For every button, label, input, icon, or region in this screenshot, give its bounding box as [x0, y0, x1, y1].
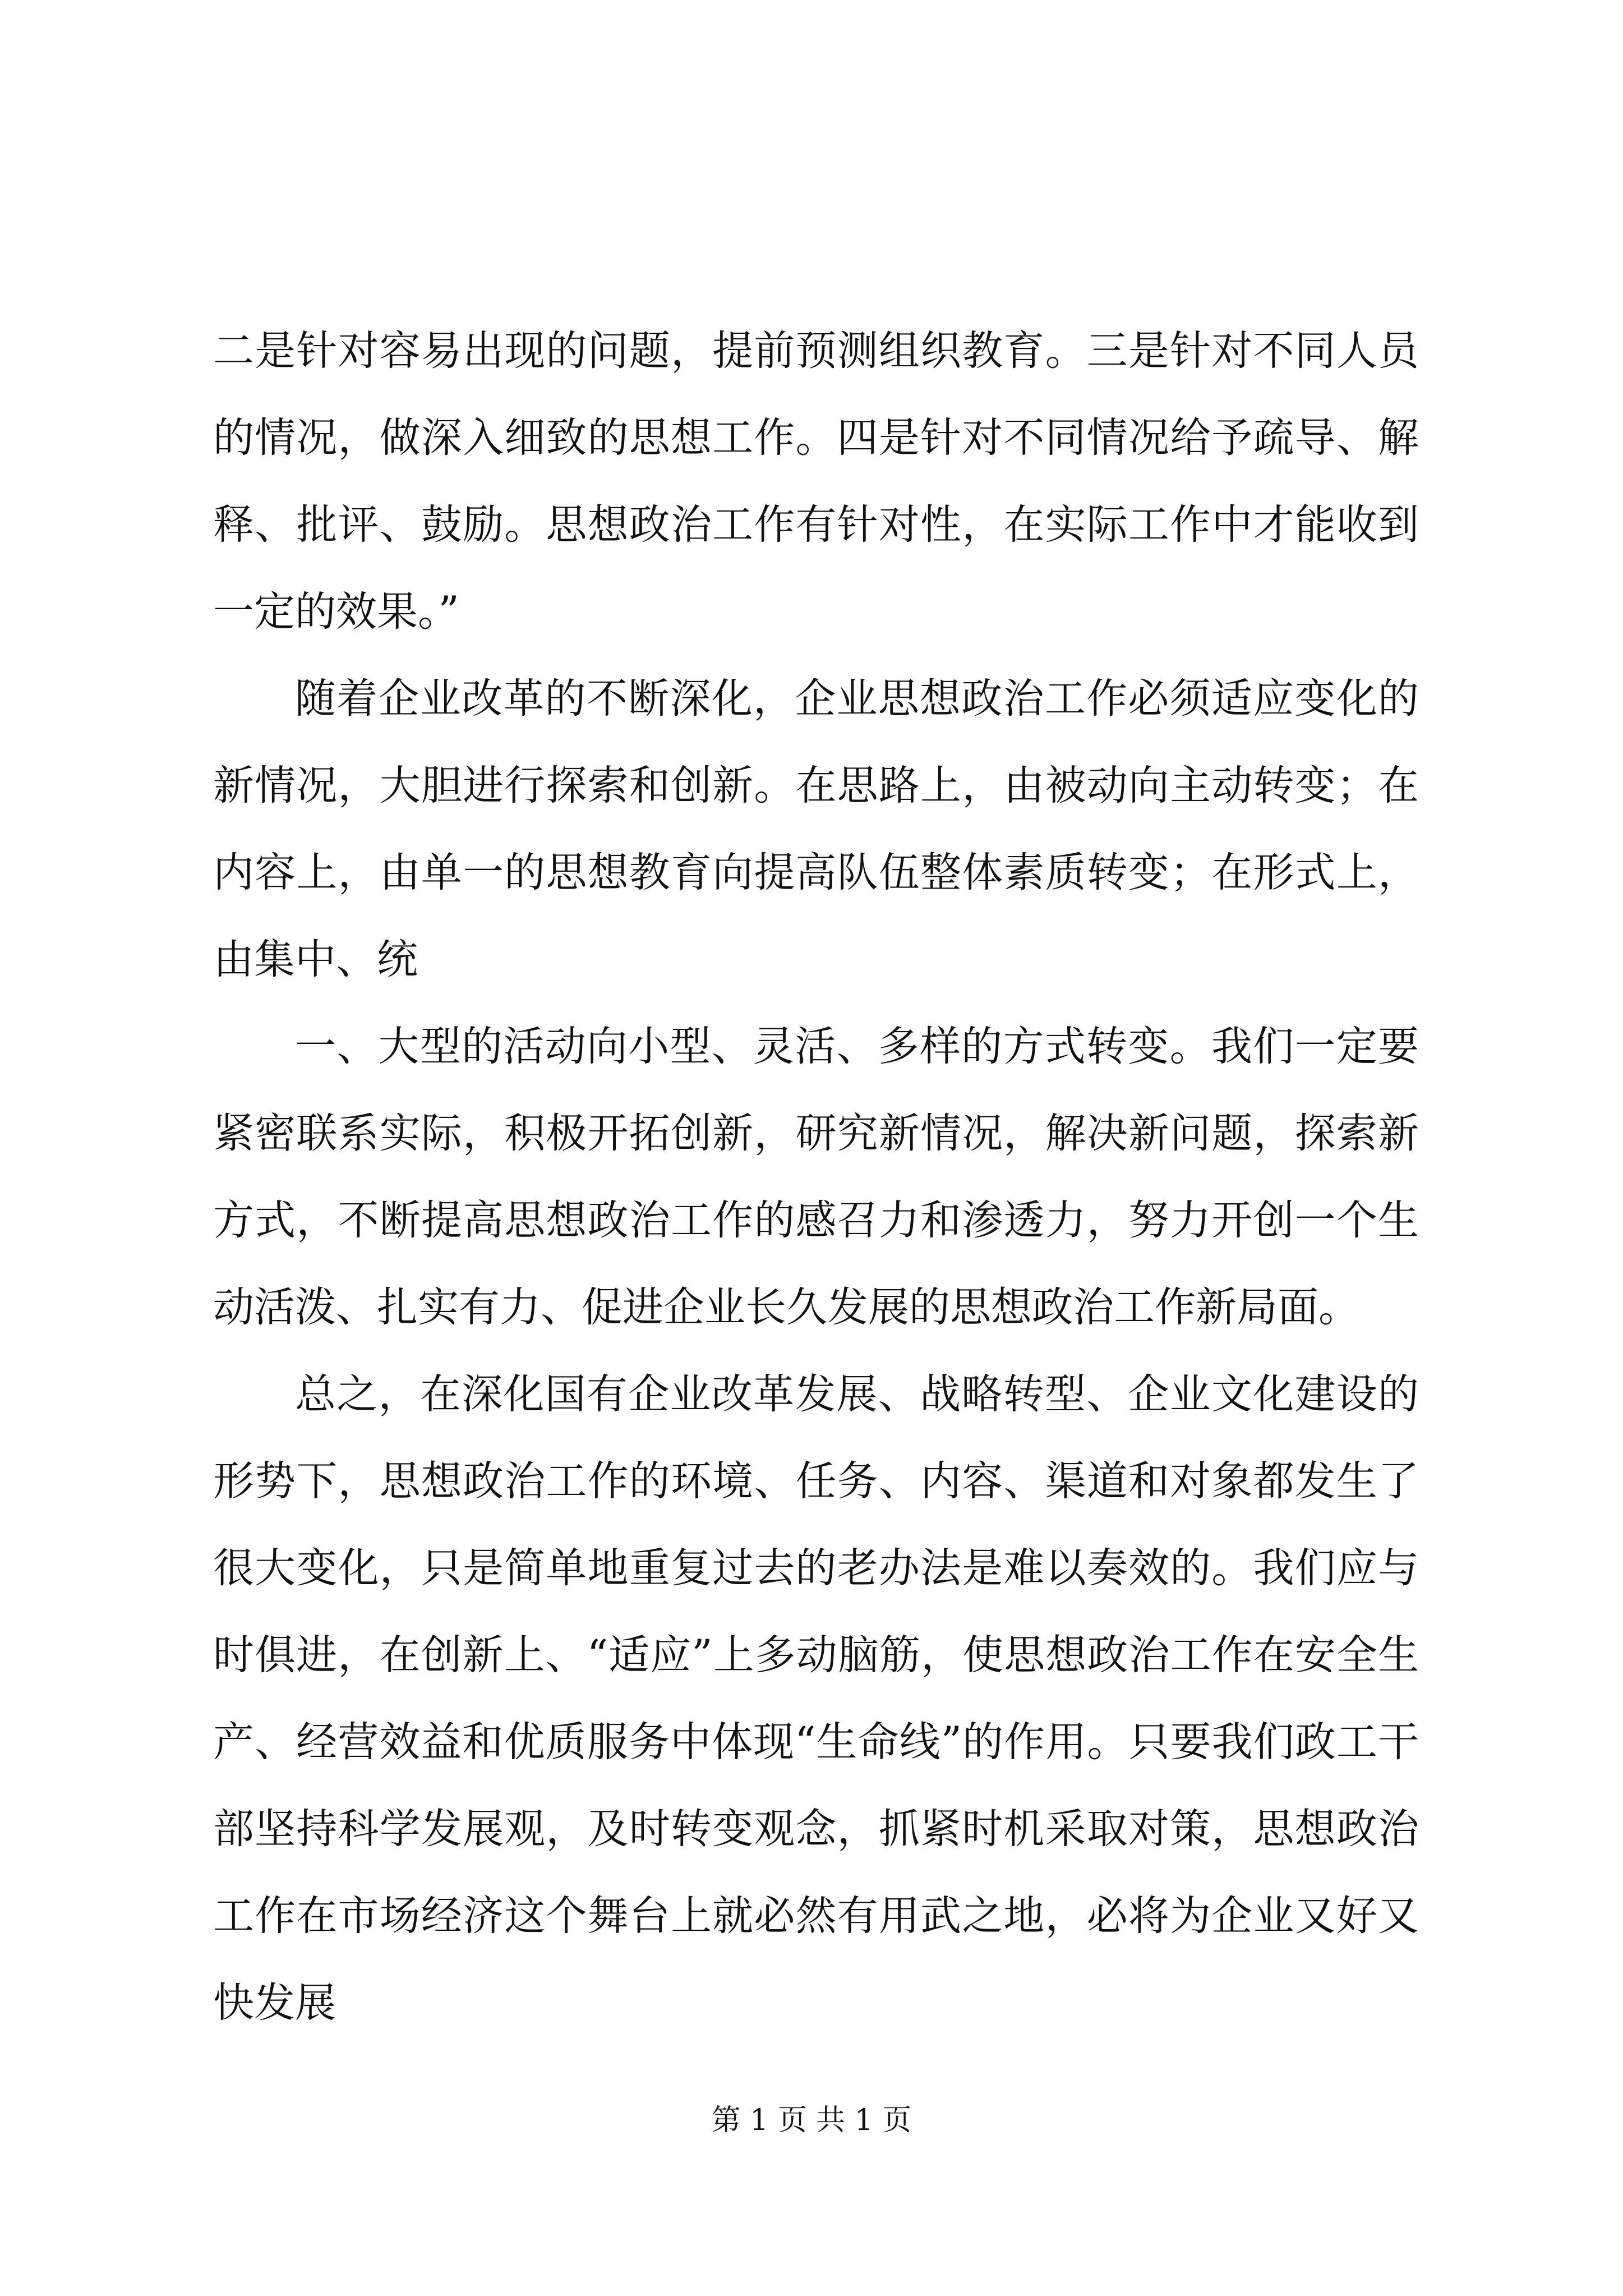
- page-number-footer: 第 1 页 共 1 页: [711, 2104, 912, 2137]
- paragraph-conclusion: 总之，在深化国有企业改革发展、战略转型、企业文化建设的形势下，思想政治工作的环境、任务、内容、渠道和对象都发生了很大变化，只是简单地重复过去的老办法是难以奏效的。我们应与时俱进，在创新上、“适应”上多动脑筋，使思想政治工作在安全生产、经营效益和优质服务中体现“生命线”的作用。只要我们政工干部坚持科学发展观，及时转变观念，抓紧时机采取对策，思想政治工作在市场经济这个舞台上就必然有用武之地，必将为企业又好又快发展: [213, 1370, 1419, 2027]
- paragraph-continued: 二是针对容易出现的问题，提前预测组织教育。三是针对不同人员的情况，做深入细致的思想工作。四是针对不同情况给予疏导、解释、批评、鼓励。思想政治工作有针对性，在实际工作中才能收到一定的效果。”: [213, 327, 1419, 636]
- paragraph-transformation: 一、大型的活动向小型、灵活、多样的方式转变。我们一定要紧密联系实际，积极开拓创新，研究新情况，解决新问题，探索新方式，不断提高思想政治工作的感召力和渗透力，努力开创一个生动活泼、扎实有力、促进企业长久发展的思想政治工作新局面。: [213, 1023, 1419, 1331]
- paragraph-reform: 随着企业改革的不断深化，企业思想政治工作必须适应变化的新情况，大胆进行探索和创新。在思路上，由被动向主动转变；在内容上，由单一的思想教育向提高队伍整体素质转变；在形式上，由集中、统: [213, 675, 1419, 983]
- document-body: [213, 307, 1419, 2046]
